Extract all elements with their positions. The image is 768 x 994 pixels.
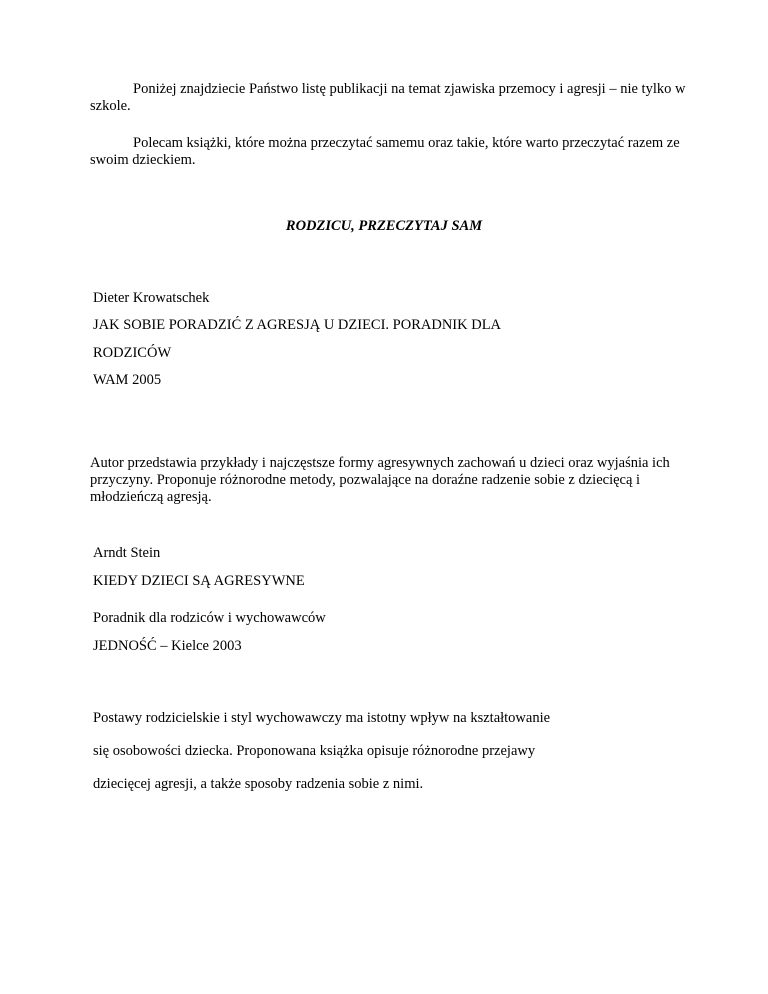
book-2-title: KIEDY DZIECI SĄ AGRESYWNE: [93, 573, 305, 589]
book-1-title-line-2: RODZICÓW: [93, 345, 172, 361]
book-1-description: Autor przedstawia przykłady i najczęstsze formy agresywnych zachowań u dzieci oraz wyjaśnia ich przyczyny. Proponuje różnorodne metody, pozwalające na doraźne radzenie sobie z dziecięcą i młodzieńczą agresją.: [90, 455, 670, 505]
book-2-description-line-1: Postawy rodzicielskie i styl wychowawczy ma istotny wpływ na kształtowanie: [93, 710, 551, 726]
section-heading: RODZICU, PRZECZYTAJ SAM: [285, 218, 483, 234]
book-2-description-line-2: się osobowości dziecka. Proponowana książka opisuje różnorodne przejawy: [93, 743, 536, 759]
book-2-subtitle: Poradnik dla rodziców i wychowawców: [93, 610, 326, 626]
intro-paragraph-1: Poniżej znajdziecie Państwo listę publikacji na temat zjawiska przemocy i agresji – nie tylko w szkole.: [90, 81, 686, 114]
book-1-publisher: WAM 2005: [93, 372, 162, 388]
book-2-publisher: JEDNOŚĆ – Kielce 2003: [93, 638, 242, 654]
book-1-title-line-1: JAK SOBIE PORADZIĆ Z AGRESJĄ U DZIECI. PORADNIK DLA: [93, 317, 502, 333]
book-2-description-line-3: dziecięcej agresji, a także sposoby radzenia sobie z nimi.: [93, 776, 424, 792]
book-2-author: Arndt Stein: [93, 545, 161, 561]
book-1-author: Dieter Krowatschek: [93, 290, 210, 306]
intro-paragraph-2: Polecam książki, które można przeczytać samemu oraz takie, które warto przeczytać razem ze swoim dzieckiem.: [90, 135, 680, 168]
